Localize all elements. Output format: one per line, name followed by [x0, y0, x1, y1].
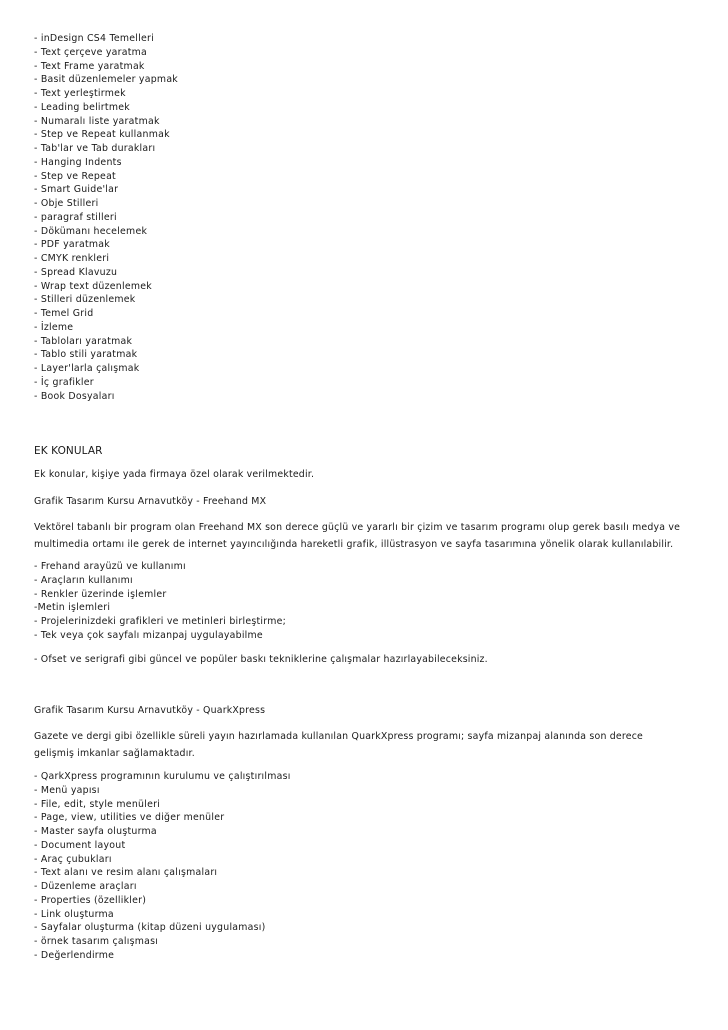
list-item: - Book Dosyaları	[34, 390, 115, 402]
list-item: - Dökümanı hecelemek	[34, 225, 148, 237]
list-item: - Değerlendirme	[34, 949, 115, 961]
quarkxpress-description: Gazete ve dergi gibi özellikle süreli yayın hazırlamada kullanılan QuarkXpress programı; sayfa mizanpaj alanında son derece gelişmiş imkanlar sağlamaktadır.	[34, 731, 644, 759]
list-item: -Metin işlemleri	[34, 602, 111, 614]
quarkxpress-topic-list	[34, 770, 291, 963]
list-item: - Projelerinizdeki grafikleri ve metinleri birleştirme;	[34, 616, 287, 627]
list-item: - Layer'larla çalışmak	[34, 363, 140, 374]
list-item: - İç grafikler	[34, 376, 94, 388]
list-item: - Temel Grid	[34, 308, 94, 319]
list-item: - Hanging Indents	[34, 156, 122, 168]
list-item: - File, edit, style menüleri	[34, 798, 161, 810]
list-item: - Smart Guide'lar	[34, 184, 119, 196]
list-item: - Properties (özellikler)	[34, 894, 147, 906]
list-item: - Araçların kullanımı	[34, 574, 133, 586]
list-item: - Master sayfa oluşturma	[34, 826, 157, 837]
list-item: - Text çerçeve yaratma	[34, 46, 148, 58]
list-item: - Document layout	[34, 839, 126, 851]
list-item: - Stilleri düzenlemek	[34, 294, 136, 306]
list-item: - Step ve Repeat	[34, 170, 116, 182]
freehand-section-title: Grafik Tasarım Kursu Arnavutköy - Freehand MX	[34, 496, 267, 507]
list-item: - örnek tasarım çalışması	[34, 936, 159, 947]
list-item: - inDesign CS4 Temelleri	[34, 33, 154, 44]
list-item: - Renkler üzerinde işlemler	[34, 588, 167, 600]
list-item: - QarkXpress programının kurulumu ve çalıştırılması	[34, 771, 291, 782]
list-item: - Obje Stilleri	[34, 198, 99, 209]
ek-konular-intro: Ek konular, kişiye yada firmaya özel olarak verilmektedir.	[34, 469, 315, 480]
list-item: - Tablo stili yaratmak	[34, 349, 138, 361]
ek-konular-heading: EK KONULAR	[34, 445, 103, 457]
list-item: - Text yerleştirmek	[34, 88, 126, 99]
list-item: - Tek veya çok sayfalı mizanpaj uygulayabilme	[34, 629, 263, 641]
list-item: - Sayfalar oluşturma (kitap düzeni uygulaması)	[34, 922, 266, 934]
list-item: - CMYK renkleri	[34, 253, 110, 264]
quarkxpress-section-title: Grafik Tasarım Kursu Arnavutköy - QuarkXpress	[34, 705, 266, 716]
freehand-description: Vektörel tabanlı bir program olan Freehand MX son derece güçlü ve yararlı bir çizim ve tasarım programı olup gerek basılı medya ve multimedia ortamı ile gerek de internet yayıncılığında hareketli grafik, illüstrasyon ve sayfa tasarımına yönelik olarak kullanılabilir.	[34, 522, 681, 550]
list-item: - Tab'lar ve Tab durakları	[34, 143, 156, 154]
list-item: - Menü yapısı	[34, 784, 100, 796]
list-item: - PDF yaratmak	[34, 239, 110, 251]
list-item: - Numaralı liste yaratmak	[34, 115, 160, 127]
list-item: - Tabloları yaratmak	[34, 335, 133, 347]
list-item: - Link oluşturma	[34, 908, 114, 920]
list-item: - Text alanı ve resim alanı çalışmaları	[34, 867, 218, 879]
list-item: - Leading belirtmek	[34, 101, 130, 113]
list-item: - Düzenleme araçları	[34, 881, 137, 892]
list-item: - Spread Klavuzu	[34, 266, 118, 278]
list-item: - paragraf stilleri	[34, 211, 117, 223]
list-item: - Wrap text düzenlemek	[34, 280, 152, 292]
list-item: - Frehand arayüzü ve kullanımı	[34, 561, 186, 572]
list-item: - Araç çubukları	[34, 853, 112, 865]
indesign-topic-list	[34, 32, 178, 403]
freehand-topic-list	[34, 560, 286, 643]
list-item: - Basit düzenlemeler yapmak	[34, 74, 178, 86]
list-item: - Page, view, utilities ve diğer menüler	[34, 812, 225, 824]
list-item: - Step ve Repeat kullanmak	[34, 129, 170, 141]
freehand-note: - Ofset ve serigrafi gibi güncel ve popüler baskı tekniklerine çalışmalar hazırlayabileceksiniz.	[34, 654, 488, 665]
list-item: - İzleme	[34, 321, 74, 333]
list-item: - Text Frame yaratmak	[34, 60, 145, 72]
